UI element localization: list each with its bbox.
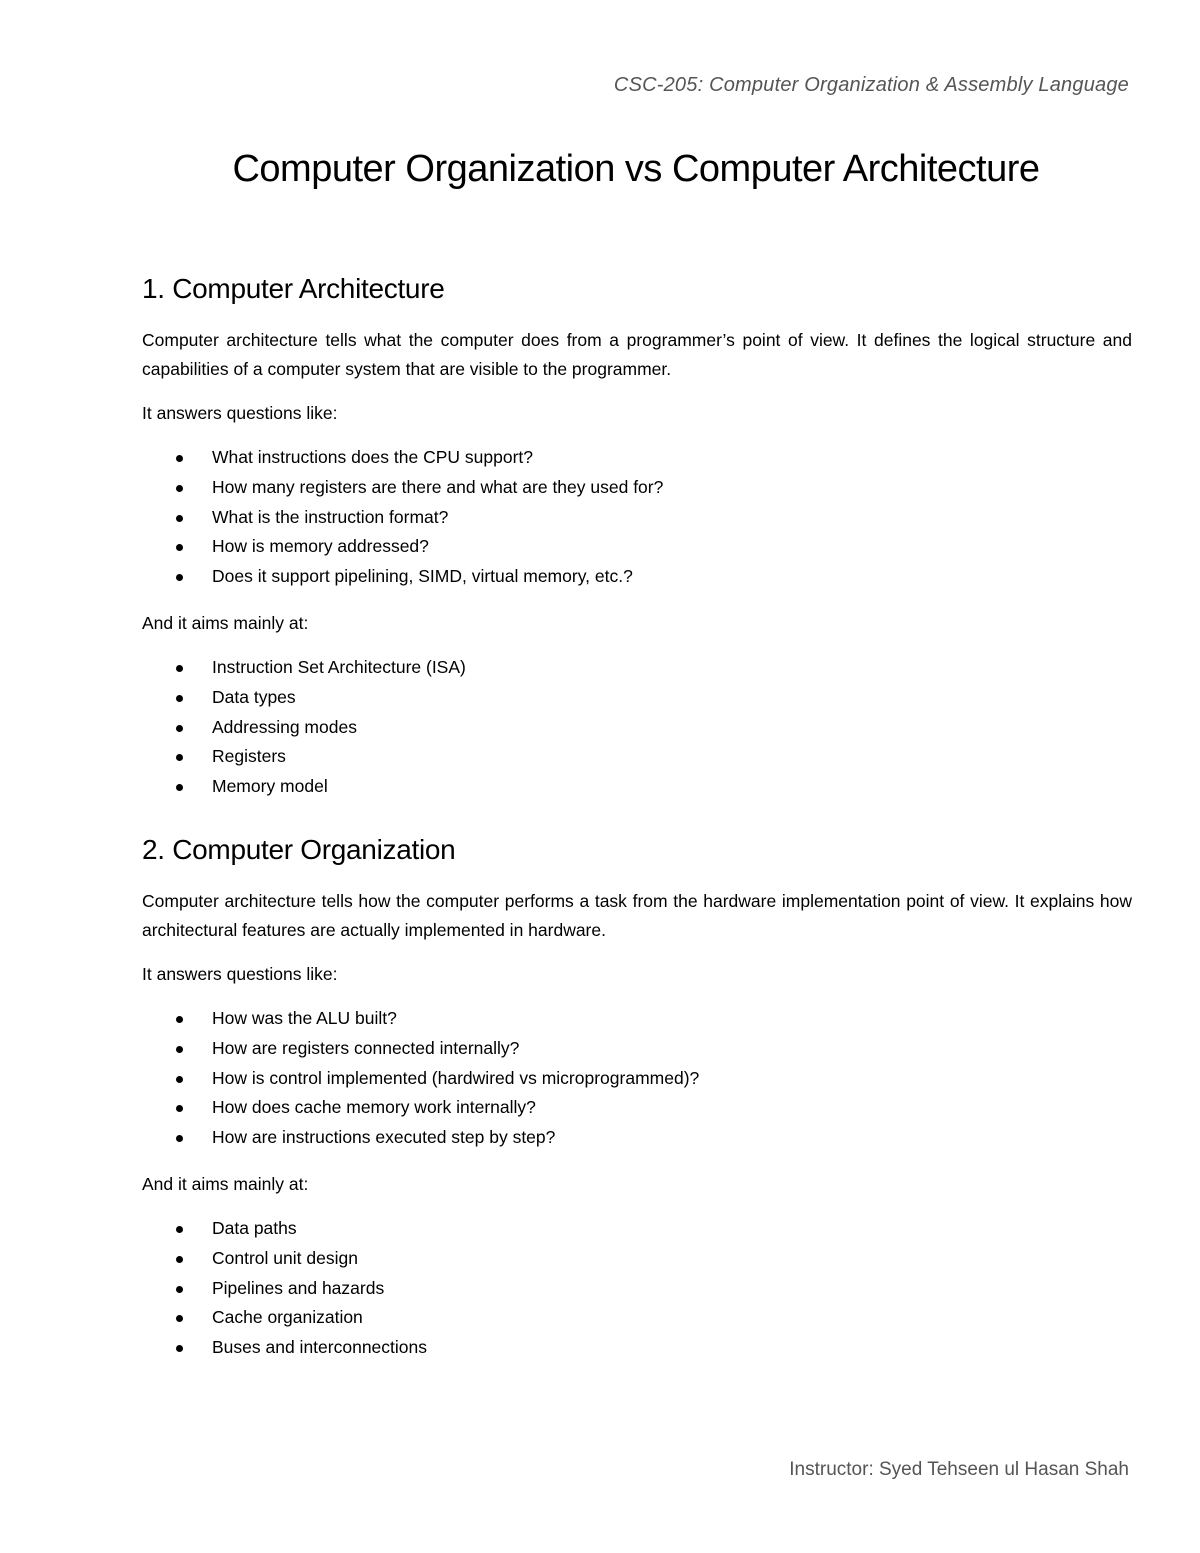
bullet-icon: [176, 1135, 183, 1142]
list-item: [142, 742, 1132, 772]
list-item: [142, 1333, 1132, 1363]
list-item: [142, 1214, 1132, 1244]
list-item: [142, 772, 1132, 802]
bullet-icon: [176, 1046, 183, 1053]
section-computer-architecture: [142, 270, 1132, 802]
aims-intro: And it aims mainly at:: [142, 1173, 309, 1194]
list-item-text: Control unit design: [212, 1247, 358, 1268]
list-item-text: How was the ALU built?: [212, 1007, 397, 1028]
list-item-text: Registers: [212, 746, 286, 767]
bullet-icon: [176, 515, 183, 522]
list-item-text: How is memory addressed?: [212, 536, 429, 557]
bullet-icon: [176, 665, 183, 672]
list-item-text: Addressing modes: [212, 716, 357, 737]
list-item-text: How are registers connected internally?: [212, 1037, 520, 1058]
bullet-icon: [176, 1016, 183, 1023]
bullet-icon: [176, 1076, 183, 1083]
list-item-text: Data paths: [212, 1217, 297, 1238]
list-item-text: Buses and interconnections: [212, 1337, 427, 1358]
bullet-icon: [176, 784, 183, 791]
list-item: [142, 532, 1132, 562]
list-item: [142, 443, 1132, 473]
bullet-icon: [176, 754, 183, 761]
list-item-text: How is control implemented (hardwired vs microprogrammed)?: [212, 1067, 700, 1088]
course-header: CSC-205: Computer Organization & Assembly Language: [613, 74, 1129, 96]
list-item-text: How does cache memory work internally?: [212, 1097, 536, 1118]
list-item: [142, 503, 1132, 533]
list-item-text: Instruction Set Architecture (ISA): [212, 656, 466, 677]
list-item: [142, 713, 1132, 743]
aims-list: [142, 1214, 1132, 1363]
list-item-text: Memory model: [212, 776, 328, 797]
aims-intro: And it aims mainly at:: [142, 612, 309, 633]
list-item: [142, 683, 1132, 713]
aims-list: [142, 653, 1132, 802]
section-paragraph: Computer architecture tells how the computer performs a task from the hardware implementation point of view. It explains how architectural features are actually implemented in hardware.: [142, 890, 1132, 940]
bullet-icon: [176, 544, 183, 551]
bullet-icon: [176, 725, 183, 732]
section-heading: 2. Computer Organization: [142, 833, 456, 865]
section-heading: 1. Computer Architecture: [142, 273, 445, 304]
questions-intro: It answers questions like:: [142, 403, 338, 423]
list-item: [142, 562, 1132, 592]
list-item: [142, 1244, 1132, 1274]
list-item: [142, 1093, 1132, 1123]
list-item-text: Data types: [212, 686, 296, 707]
questions-list: [142, 443, 1132, 592]
list-item-text: How are instructions executed step by step?: [212, 1127, 556, 1148]
list-item-text: What instructions does the CPU support?: [212, 447, 533, 467]
list-item-text: How many registers are there and what are they used for?: [212, 476, 664, 497]
list-item-text: What is the instruction format?: [212, 506, 449, 527]
section-paragraph: Computer architecture tells what the computer does from a programmer’s point of view. It defines the logical structure and capabilities of a computer system that are visible to the programmer.: [142, 330, 1132, 379]
bullet-icon: [176, 1315, 183, 1322]
bullet-icon: [176, 1286, 183, 1293]
list-item: [142, 1303, 1132, 1333]
list-item: [142, 1064, 1132, 1094]
document-title: Computer Organization vs Computer Architecture: [232, 148, 1040, 190]
list-item: [142, 1274, 1132, 1304]
list-item-text: Cache organization: [212, 1307, 363, 1328]
section-computer-organization: [142, 831, 1132, 1363]
list-item: [142, 653, 1132, 683]
bullet-icon: [176, 455, 183, 462]
section-spacer: [142, 819, 1132, 831]
bullet-icon: [176, 485, 183, 492]
list-item: [142, 1004, 1132, 1034]
list-item-text: Pipelines and hazards: [212, 1277, 385, 1298]
list-item: [142, 1123, 1132, 1153]
questions-intro: It answers questions like:: [142, 963, 338, 984]
list-item: [142, 473, 1132, 503]
list-item-text: Does it support pipelining, SIMD, virtual memory, etc.?: [212, 566, 633, 587]
bullet-icon: [176, 1256, 183, 1263]
bullet-icon: [176, 695, 183, 702]
questions-list: [142, 1004, 1132, 1153]
bullet-icon: [176, 1105, 183, 1112]
bullet-icon: [176, 574, 183, 581]
list-item: [142, 1034, 1132, 1064]
instructor-footer: Instructor: Syed Tehseen ul Hasan Shah: [789, 1459, 1129, 1480]
bullet-icon: [176, 1345, 183, 1352]
document-body: [142, 270, 1132, 1380]
bullet-icon: [176, 1226, 183, 1233]
